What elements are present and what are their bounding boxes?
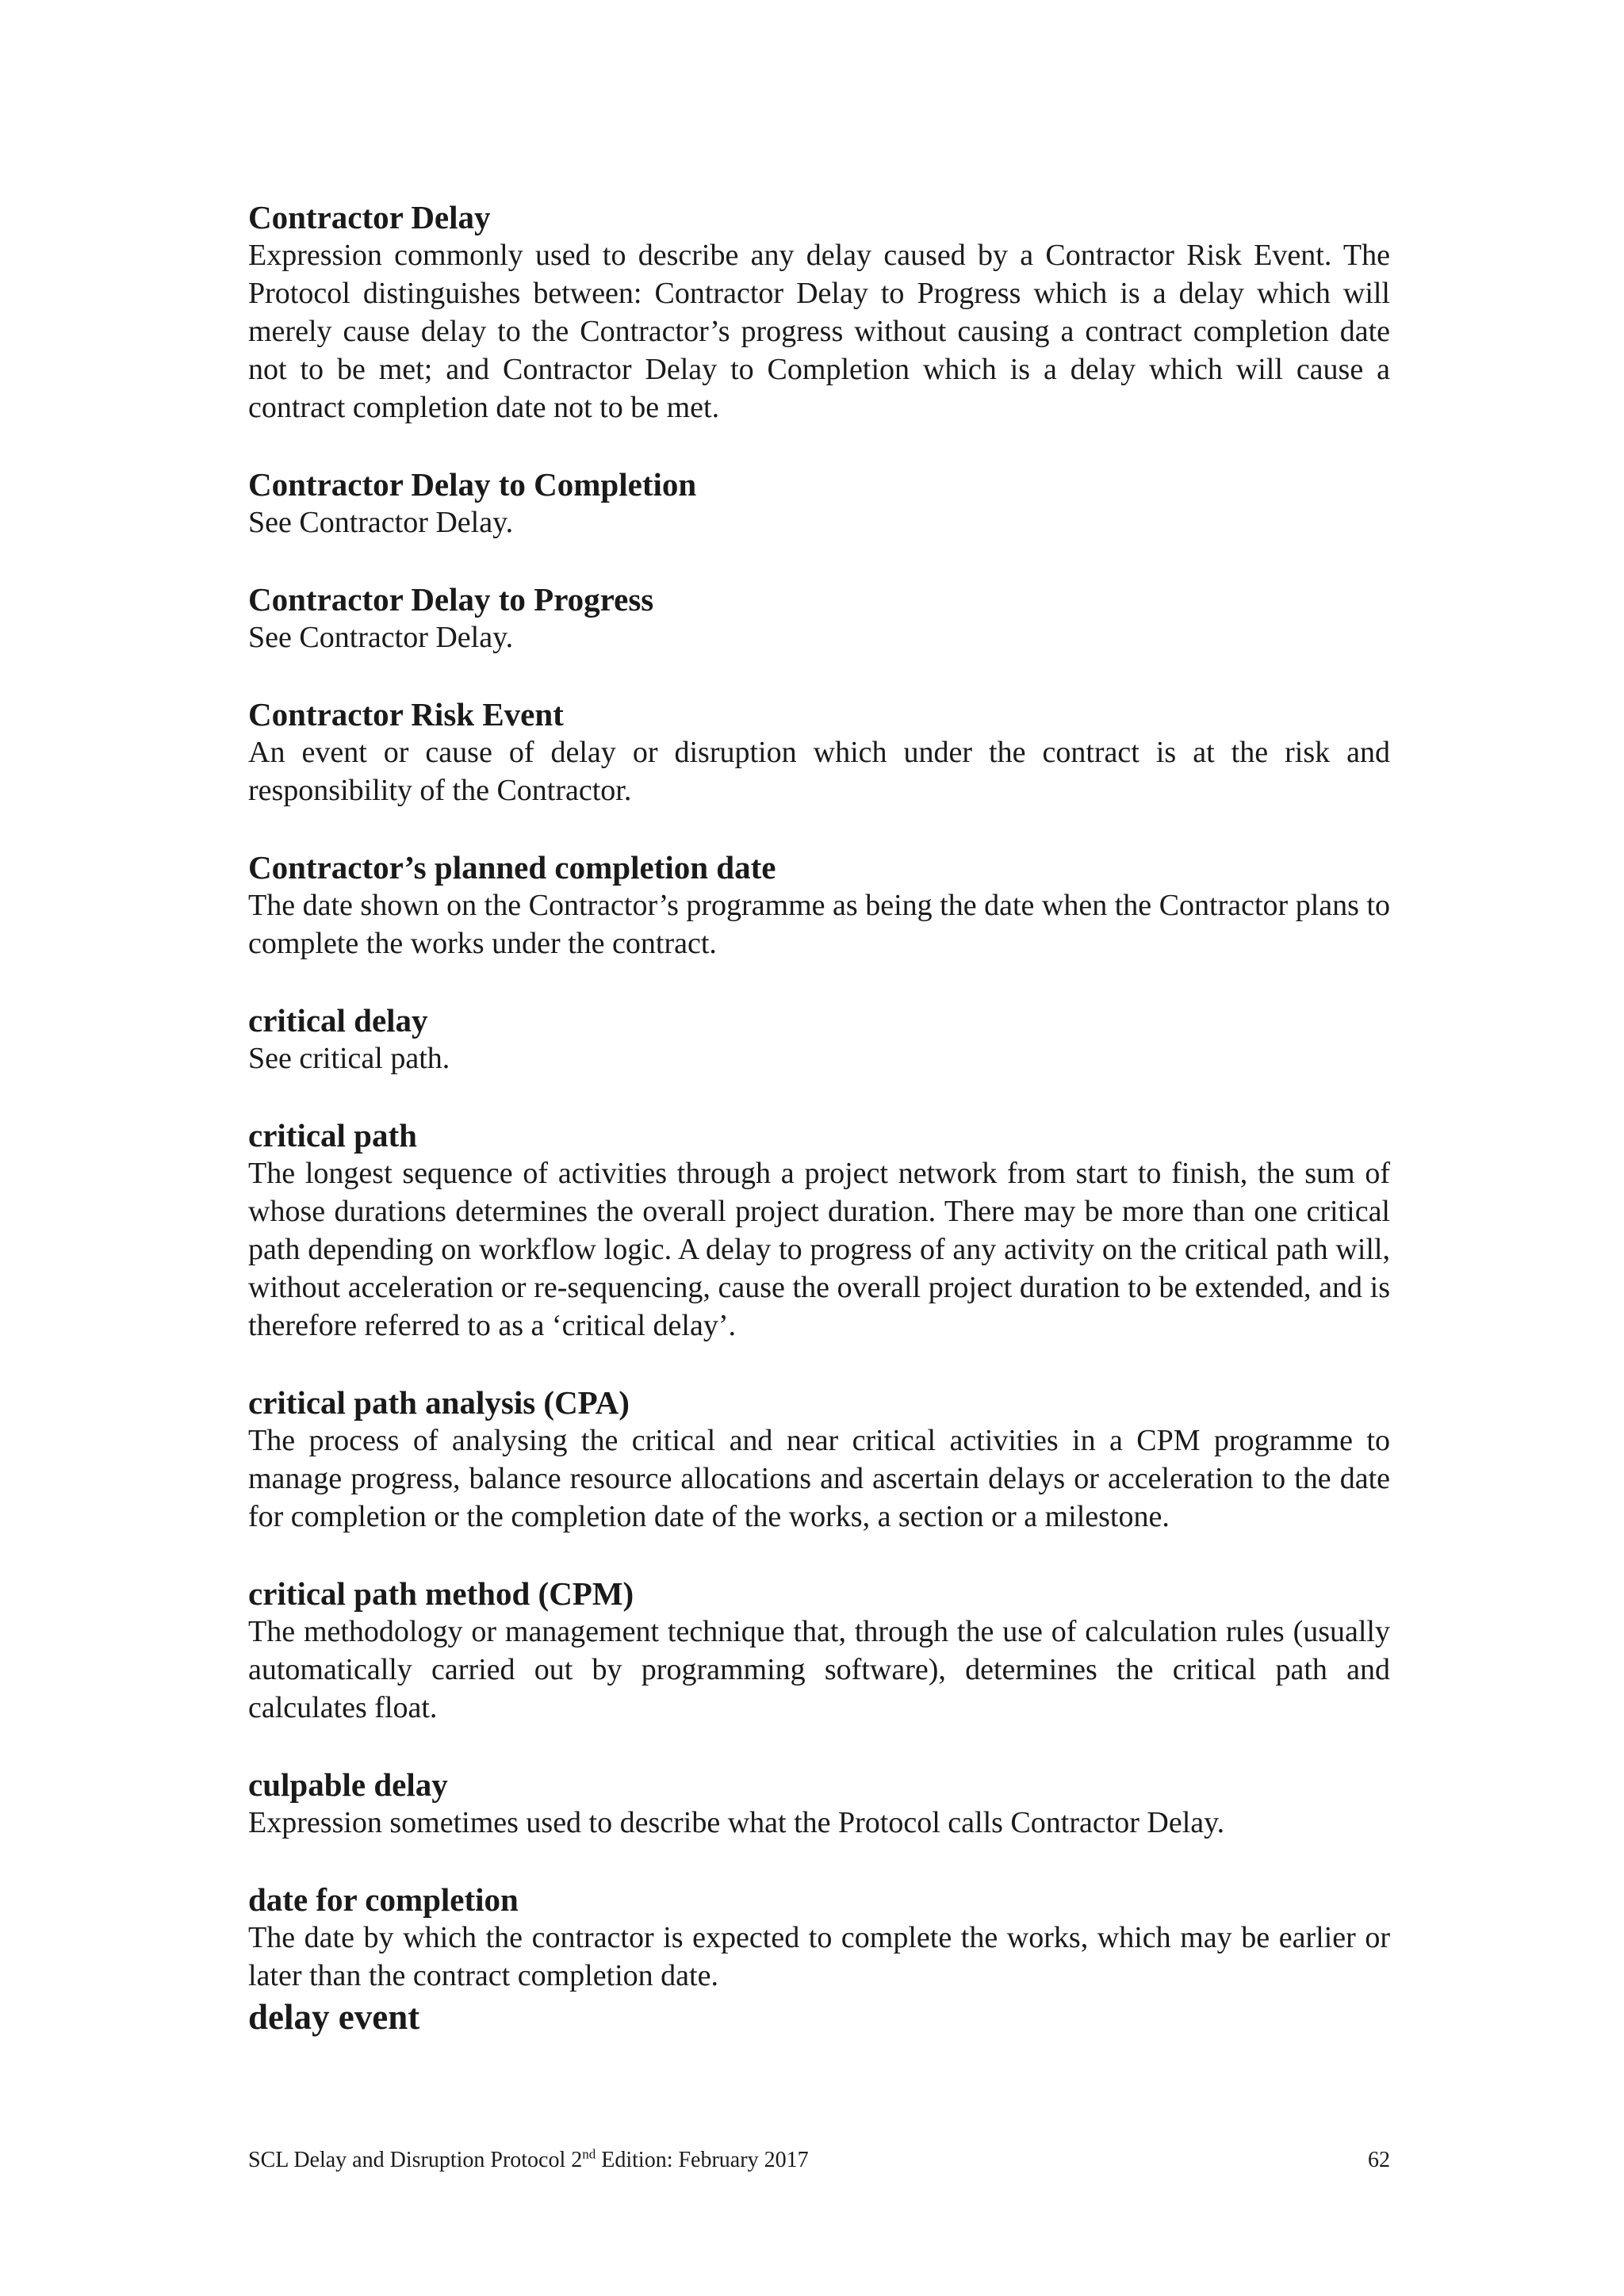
page-number: 62 (1368, 2148, 1390, 2172)
glossary-definition: See Contractor Delay. (248, 506, 514, 539)
glossary-term: Contractor Delay to Progress (248, 581, 654, 618)
glossary-definition: The date shown on the Contractor’s programme as being the date when the Contractor plans to complete the works under the contract. (248, 889, 1390, 960)
glossary-term: Contractor’s planned completion date (248, 849, 776, 886)
glossary-entry (248, 1001, 1390, 1077)
glossary-definition: Expression sometimes used to describe what the Protocol calls Contractor Delay. (248, 1806, 1225, 1839)
glossary-term: date for completion (248, 1881, 519, 1918)
glossary-term: critical path (248, 1117, 417, 1154)
glossary-content (248, 198, 1390, 2038)
glossary-entry (248, 1383, 1390, 1536)
glossary-definition: The process of analysing the critical and near critical activities in a CPM programme to manage progress, balance resource allocations and ascertain delays or acceleration to the date for completion or the completion date of the works, a section or a milestone. (248, 1424, 1390, 1533)
glossary-term: critical path analysis (CPA) (248, 1384, 630, 1421)
glossary-definition: Expression commonly used to describe any delay caused by a Contractor Risk Event. The Protocol distinguishes between: Contractor Delay to Progress which is a delay which will merely cause delay to the Contractor’s progress without causing a contract completion date not to be met; and Contractor Delay to Completion which is a delay which will cause a contract completion date not to be met. (248, 239, 1390, 424)
glossary-entry (248, 198, 1390, 427)
glossary-definition: The date by which the contractor is expected to complete the works, which may be earlier or later than the contract completion date. (248, 1921, 1390, 1992)
glossary-entry (248, 695, 1390, 809)
page-footer (248, 2147, 1390, 2174)
glossary-definition: An event or cause of delay or disruption which under the contract is at the risk and responsibility of the Contractor. (248, 736, 1390, 807)
footer-title: SCL Delay and Disruption Protocol 2nd Edition: February 2017 (248, 2146, 809, 2172)
glossary-entry (248, 1881, 1390, 1995)
glossary-entry (248, 1766, 1390, 1842)
glossary-entry (248, 1575, 1390, 1727)
glossary-definition: See Contractor Delay. (248, 621, 514, 654)
glossary-term: Contractor Delay to Completion (248, 466, 697, 503)
glossary-entry (248, 848, 1390, 962)
glossary-term: Contractor Delay (248, 199, 491, 235)
glossary-definition: See critical path. (248, 1042, 450, 1075)
glossary-term: critical path method (CPM) (248, 1575, 634, 1612)
glossary-term: critical delay (248, 1002, 428, 1039)
glossary-entry (248, 1116, 1390, 1345)
glossary-entry (248, 580, 1390, 656)
glossary-entry (248, 465, 1390, 541)
glossary-term: culpable delay (248, 1766, 448, 1803)
glossary-term: Contractor Risk Event (248, 696, 564, 733)
glossary-definition: The longest sequence of activities through a project network from start to finish, the sum of whose durations determines the overall project duration. There may be more than one critical path depending on workflow logic. A delay to progress of any activity on the critical path will, without acceleration or re-sequencing, cause the overall project duration to be extended, and is therefore referred to as a ‘critical delay’. (248, 1157, 1390, 1342)
glossary-term-continued: delay event (248, 1997, 420, 2037)
glossary-definition: The methodology or management technique that, through the use of calculation rules (usually automatically carried out by programming software), determines the critical path and calculates float. (248, 1615, 1390, 1724)
